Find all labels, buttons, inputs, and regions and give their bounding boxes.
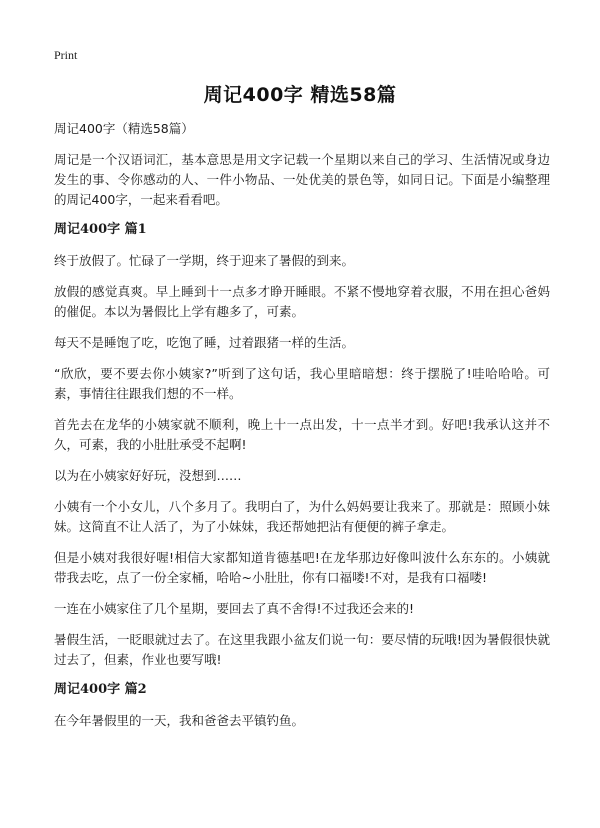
print-label: Print [54, 48, 78, 62]
paragraph: 在今年暑假里的一天，我和爸爸去平镇钓鱼。 [54, 713, 305, 728]
paragraph: “欣欣，要不要去你小姨家?”听到了这句话，我心里暗暗想：终于摆脱了!哇哈哈哈。可素，事情往往跟我们想的不一样。 [54, 366, 550, 401]
paragraph: 但是小姨对我很好喔!相信大家都知道肯德基吧!在龙华那边好像叫波什么东东的。小姨就带我去吃，点了一份全家桶，哈哈~小肚肚，你有口福喽!不对，是我有口福喽! [54, 550, 550, 585]
document-body [54, 120, 550, 742]
section-heading: 周记400字 篇2 [54, 682, 147, 697]
section-heading: 周记400字 篇1 [54, 222, 147, 237]
paragraph: 终于放假了。忙碌了一学期，终于迎来了暑假的到来。 [54, 253, 355, 268]
section-2 [54, 681, 550, 731]
paragraph: 首先去在龙华的小姨家就不顺利，晚上十一点出发，十一点半才到。好吧!我承认这并不久，可素，我的小肚肚承受不起啊! [54, 417, 550, 452]
paragraph: 放假的感觉真爽。早上睡到十一点多才睁开睡眼。不紧不慢地穿着衣服，不用在担心爸妈的催促。本以为暑假比上学有趣多了，可素。 [54, 284, 550, 319]
paragraph: 暑假生活，一眨眼就过去了。在这里我跟小盆友们说一句：要尽情的玩哦!因为暑假很快就过去了，但素，作业也要写哦! [54, 632, 550, 667]
paragraph: 以为在小姨家好好玩，没想到…… [54, 468, 242, 483]
document-subtitle: 周记400字（精选58篇） [54, 121, 194, 136]
paragraph: 小姨有一个小女儿，八个多月了。我明白了，为什么妈妈要让我来了。那就是：照顾小妹妹。这简直不让人活了，为了小妹妹，我还帮她把沾有便便的裤子拿走。 [54, 499, 550, 534]
page-title: 周记400字 精选58篇 [203, 84, 397, 106]
paragraph: 每天不是睡饱了吃，吃饱了睡，过着跟猪一样的生活。 [54, 335, 355, 350]
paragraph: 一连在小姨家住了几个星期，要回去了真不舍得!不过我还会来的! [54, 601, 415, 616]
section-1 [54, 221, 550, 670]
intro-paragraph: 周记是一个汉语词汇，基本意思是用文字记载一个星期以来自己的学习、生活情况或身边发生的事、令你感动的人、一件小物品、一处优美的景色等，如同日记。下面是小编整理的周记400字，一起来看看吧。 [54, 152, 550, 207]
